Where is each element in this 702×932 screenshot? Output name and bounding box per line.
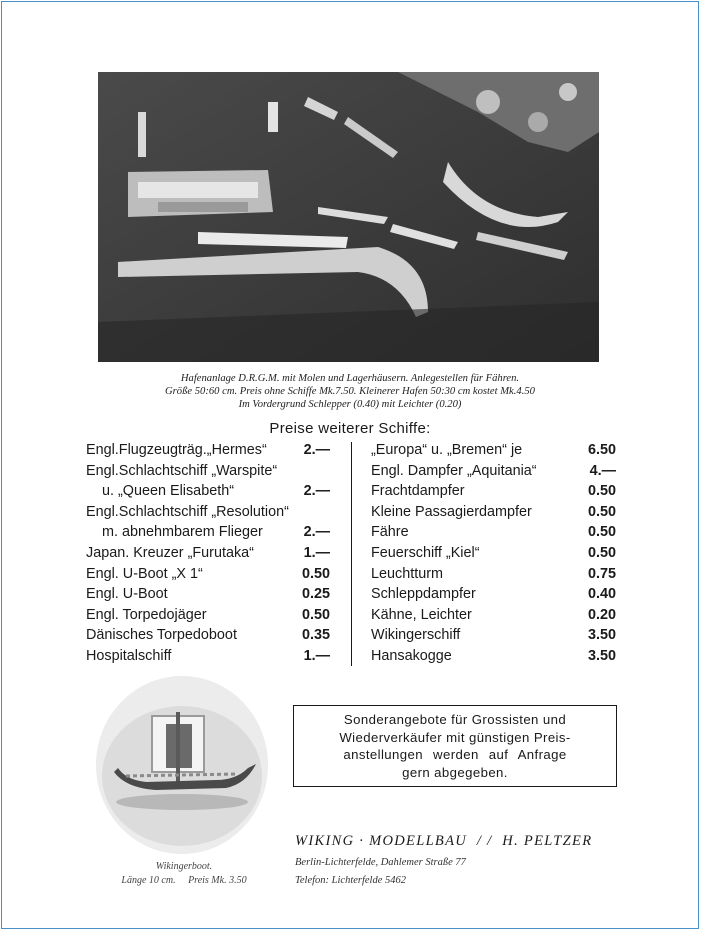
price-row bbox=[371, 543, 619, 564]
item-name: Hansakogge bbox=[371, 647, 452, 664]
price-row bbox=[371, 461, 619, 482]
item-price: 0.35 bbox=[301, 627, 330, 644]
item-name: Engl.Schlachtschiff „Resolution“ bbox=[86, 503, 289, 520]
price-row bbox=[371, 502, 619, 523]
offer-line: Sonderangebote für Grossisten und bbox=[343, 712, 567, 727]
caption-line: Größe 50:60 cm. Preis ohne Schiffe Mk.7.50. Kleinerer Hafen 50:30 cm kostet Mk.4.50 bbox=[165, 386, 535, 397]
item-price: 1.— bbox=[303, 647, 330, 664]
item-price: 0.50 bbox=[587, 483, 616, 500]
price-row bbox=[86, 543, 334, 564]
item-name: Engl. Torpedojäger bbox=[86, 606, 207, 623]
item-price: 0.50 bbox=[587, 524, 616, 541]
price-row bbox=[86, 584, 334, 605]
price-list-right bbox=[371, 440, 619, 667]
offer-line: gern abgegeben. bbox=[402, 764, 508, 780]
caption-line: Im Vordergrund Schlepper (0.40) mit Leichter (0.20) bbox=[238, 399, 462, 410]
item-price: 3.50 bbox=[587, 647, 616, 664]
item-price: 0.25 bbox=[301, 586, 330, 603]
item-name: Kleine Passagierdampfer bbox=[371, 503, 532, 520]
price-row bbox=[86, 625, 334, 646]
item-price: 0.50 bbox=[587, 544, 616, 561]
item-price: 0.50 bbox=[587, 503, 616, 520]
item-price: 6.50 bbox=[587, 442, 616, 458]
offer-line: Wiederverkäufer mit günstigen Preis- bbox=[339, 729, 571, 745]
price-row bbox=[86, 461, 334, 482]
photo-caption bbox=[90, 372, 610, 411]
item-name: Frachtdampfer bbox=[371, 483, 465, 500]
company-address: Berlin-Lichterfelde, Dahlemer Straße 77 bbox=[295, 857, 466, 868]
item-price: 0.20 bbox=[587, 606, 616, 623]
item-name: Fähre bbox=[371, 524, 409, 541]
item-name: Kähne, Leichter bbox=[371, 606, 472, 623]
company-name: WIKING · MODELLBAU / / H. PELTZER bbox=[295, 833, 593, 849]
price-row bbox=[86, 522, 334, 543]
item-name: m. abnehmbarem Flieger bbox=[102, 524, 263, 541]
item-name: Leuchtturm bbox=[371, 565, 443, 582]
price-row bbox=[371, 584, 619, 605]
prices-title: Preise weiterer Schiffe: bbox=[269, 420, 431, 437]
item-name: Engl. U-Boot bbox=[86, 586, 168, 603]
price-list-left bbox=[86, 440, 334, 667]
price-row bbox=[86, 502, 334, 523]
item-price: 2.— bbox=[303, 483, 330, 500]
item-name: Dänisches Torpedoboot bbox=[86, 627, 237, 644]
item-name: „Europa“ u. „Bremen“ je bbox=[371, 442, 523, 458]
special-offer-box bbox=[293, 705, 617, 787]
price-row bbox=[86, 481, 334, 502]
item-name: Schleppdampfer bbox=[371, 586, 476, 603]
company-phone: Telefon: Lichterfelde 5462 bbox=[295, 875, 407, 886]
item-name: Engl.Flugzeugträg.„Hermes“ bbox=[86, 442, 267, 458]
item-price: 0.75 bbox=[587, 565, 616, 582]
item-name: Engl. U-Boot „X 1“ bbox=[86, 565, 203, 582]
item-price: 0.40 bbox=[587, 586, 616, 603]
price-row bbox=[86, 605, 334, 626]
price-row bbox=[371, 646, 619, 667]
item-price: 2.— bbox=[303, 524, 330, 541]
price-row bbox=[86, 646, 334, 667]
item-price: 3.50 bbox=[587, 627, 616, 644]
column-divider bbox=[351, 442, 352, 666]
item-price: 1.— bbox=[303, 544, 330, 561]
item-name: Feuerschiff „Kiel“ bbox=[371, 544, 480, 561]
price-row bbox=[86, 564, 334, 585]
harbor-photo bbox=[98, 72, 599, 362]
viking-boat-photo bbox=[96, 676, 268, 854]
item-price: 4.— bbox=[589, 462, 616, 479]
item-price: 2.— bbox=[303, 442, 330, 458]
viking-boat-title: Wikingerboot. bbox=[155, 861, 213, 872]
price-row bbox=[371, 564, 619, 585]
item-name: u. „Queen Elisabeth“ bbox=[102, 483, 234, 500]
item-name: Hospitalschiff bbox=[86, 647, 172, 664]
price-row bbox=[86, 440, 334, 461]
caption-line: Hafenanlage D.R.G.M. mit Molen und Lagerhäusern. Anlegestellen für Fähren. bbox=[180, 373, 520, 384]
item-name: Engl. Dampfer „Aquitania“ bbox=[371, 462, 537, 479]
price-row bbox=[371, 605, 619, 626]
viking-boat-details: Länge 10 cm. Preis Mk. 3.50 bbox=[121, 875, 247, 886]
price-row bbox=[371, 440, 619, 461]
price-row bbox=[371, 625, 619, 646]
item-price: 0.50 bbox=[301, 606, 330, 623]
viking-boat-caption bbox=[84, 860, 284, 888]
item-name: Japan. Kreuzer „Furutaka“ bbox=[86, 544, 254, 561]
offer-line: anstellungen werden auf Anfrage bbox=[343, 747, 567, 762]
price-row bbox=[371, 481, 619, 502]
item-price: 0.50 bbox=[301, 565, 330, 582]
item-name: Wikingerschiff bbox=[371, 627, 461, 644]
price-row bbox=[371, 522, 619, 543]
item-name: Engl.Schlachtschiff „Warspite“ bbox=[86, 462, 278, 479]
